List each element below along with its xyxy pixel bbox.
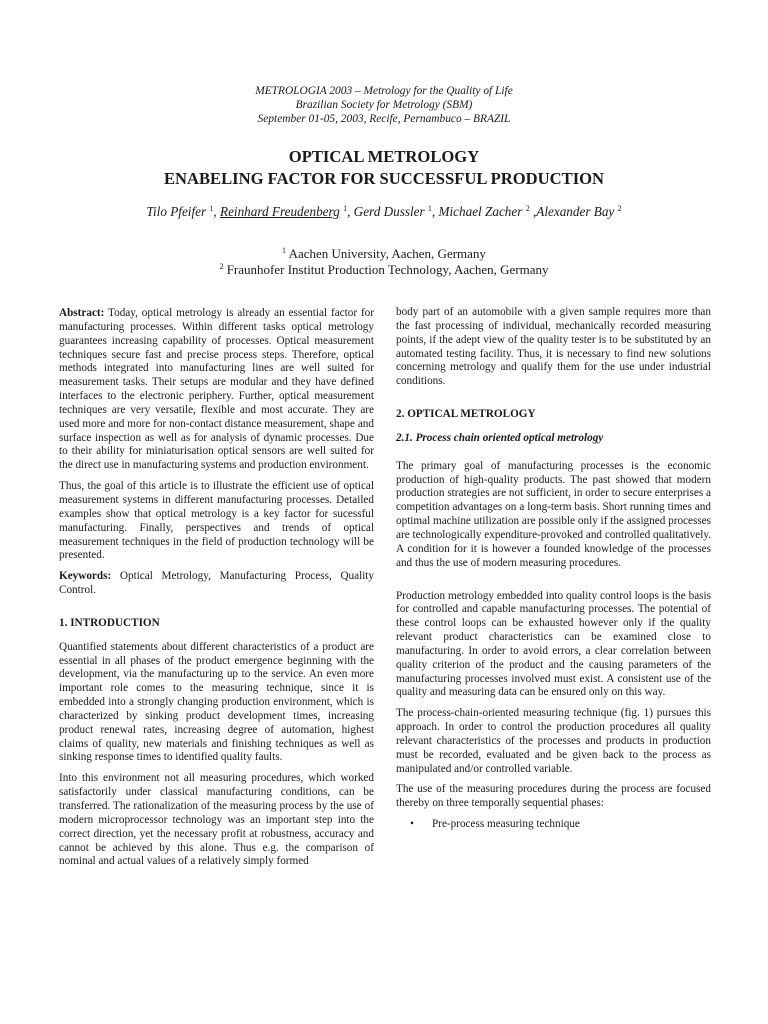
affiliation-number: 2 xyxy=(219,262,224,271)
keywords-paragraph xyxy=(59,570,374,598)
process-chain-paragraph-2: Production metrology embedded into quality control loops is the basis for controlled and capable manufacturing processes. The potential of these control loops can be exhausted however only if the quality relevant product characteristics can be examined close to manufacturing. In order to avoid errors, a clear correlation between quality criterion of the product and the causing parameters of the manufacturing processes involved must exist. A consistent use of the quality and measuring data can be ensured only on this way. xyxy=(396,589,711,699)
author-name: Gerd Dussler xyxy=(353,204,425,219)
paper-title xyxy=(0,146,768,190)
author-affiliation-mark: 1 xyxy=(209,204,214,213)
right-column xyxy=(396,306,711,832)
author-name: Michael Zacher xyxy=(438,204,523,219)
author-affiliation-mark: 1 xyxy=(343,204,348,213)
conference-date-location: September 01-05, 2003, Recife, Pernambuco – BRAZIL xyxy=(257,113,511,126)
author-affiliation-mark: 1 xyxy=(427,204,432,213)
abstract-paragraph xyxy=(59,307,374,473)
keywords-label: Keywords: xyxy=(59,570,112,583)
process-chain-paragraph-3: The process-chain-oriented measuring technique (fig. 1) pursues this approach. In order to control the production procedures all quality relevant characteristics of the processes and products in production must be recorded, evaluated and be given back to the process as manipulated and/or controlled variable. xyxy=(396,707,711,775)
section-heading-optical-metrology: 2. OPTICAL METROLOGY xyxy=(396,408,536,421)
affiliation-number: 1 xyxy=(282,246,287,255)
list-item xyxy=(410,818,711,832)
author-list: Tilo Pfeifer $^1$, Reinhard Freudenberg $^1$, Gerd Dussler $^1$, Michael Zacher $^2$ ,Alexander Bay $^2$ xyxy=(146,204,622,219)
affiliation-line xyxy=(0,246,768,262)
intro-paragraph-1: Quantified statements about different characteristics of a product are essential in all phases of the product emergence beginning with the development, via the manufacturing up to the service. An even more important role comes to the measuring technique, since it is embedded into a strongly changing production environment, which is characterized by sinking product development times, increasing product renewal rates, increasing degree of automation, highest claims of quality, new materials and finishing techniques as well as sinking response times to identified quality faults. xyxy=(59,640,374,764)
process-chain-paragraph-1: The primary goal of manufacturing processes is the economic production of high-quality products. The past showed that modern production strategies are not sufficient, in order to secure enterprises a competition advantages on a long-term basis. Short running times and optimal machine utilization are possible only if the assigned processes are technologically expenditure-provoked and controlled qualitatively. A condition for it is however a founded knowledge of the processes and thus the use of modern measuring procedures. xyxy=(396,459,711,569)
bullet-icon: • xyxy=(410,818,414,831)
list-item-text: Pre-process measuring technique xyxy=(432,818,580,831)
subsection-heading-process-chain: 2.1. Process chain oriented optical metrology xyxy=(396,431,604,444)
affiliation-text: Aachen University, Aachen, Germany xyxy=(288,246,486,261)
intro-paragraph-2: Into this environment not all measuring procedures, which worked satisfactorily under classical manufacturing conditions, can be transferred. The rationalization of the measuring process by the use of modern microprocessor technology was an important step into the correct direction, yet the necessary profit at robustness, accuracy and cannot be achieved by this alone. Thus e.g. the comparison of nominal and actual values of a relatively simply formed xyxy=(59,772,374,868)
author-affiliation-mark: 2 xyxy=(617,204,622,213)
abstract-text: Today, optical metrology is already an essential factor for manufacturing processes. Within different tasks optical metrology guarantees increasing capability of processes. Optical measurement techniques secure fast and precise process steps. Therefore, optical methods integrated into manufacturing lines are well suited for measurement tasks. Their setups are modular and they have defined interfaces to the electronic periphery. Further, optical measurement techniques are very versatile, flexible and most accurate. They are used more and more for non-contact distance measurement, shape and surface inspection as well as for analysis of dynamic processes. Due to their ability for miniaturisation optical sensors are well suited for the direct use in manufacturing systems and production environment. xyxy=(59,307,374,472)
conference-name: METROLOGIA 2003 – Metrology for the Quality of Life xyxy=(255,85,513,97)
abstract-label: Abstract: xyxy=(59,307,105,319)
author-affiliation-mark: 2 xyxy=(525,204,530,213)
left-column xyxy=(59,307,374,876)
title-line-2: ENABELING FACTOR FOR SUCCESSFUL PRODUCTION xyxy=(163,169,605,188)
intro-continued-paragraph: body part of an automobile with a given sample requires more than the fast processing of individual, mechanically recorded measuring points, if the adept view of the quality tester is to be substituted by an automated testing facility. Thus, it is necessary to find new solutions concerning metrology and qualify them for the use under industrial conditions. xyxy=(396,306,711,388)
process-chain-paragraph-4: The use of the measuring procedures during the process are focused thereby on three temporally sequential phases: xyxy=(396,783,711,810)
affiliation-text: Fraunhofer Institut Production Technology, Aachen, Germany xyxy=(226,262,549,277)
conference-header xyxy=(0,84,768,127)
keywords-text: Optical Metrology, Manufacturing Process, Quality Control. xyxy=(59,570,375,597)
abstract-paragraph-2: Thus, the goal of this article is to illustrate the efficient use of optical measurement systems in different manufacturing processes. Detailed examples show that optical metrology is a key factor for sucessful manufacturing. Finally, perspectives and trends of optical measurement techniques in the field of production technology will be presented. xyxy=(59,480,374,562)
title-line-1: OPTICAL METROLOGY xyxy=(288,147,480,166)
section-heading-introduction: 1. INTRODUCTION xyxy=(59,616,160,629)
society-name: Brazilian Society for Metrology (SBM) xyxy=(295,99,473,112)
affiliation-line xyxy=(0,262,768,278)
affiliations xyxy=(0,246,768,278)
author-name: Reinhard Freudenberg xyxy=(220,204,340,219)
author-name: Alexander Bay xyxy=(536,204,615,219)
author-name: Tilo Pfeifer xyxy=(146,204,207,219)
